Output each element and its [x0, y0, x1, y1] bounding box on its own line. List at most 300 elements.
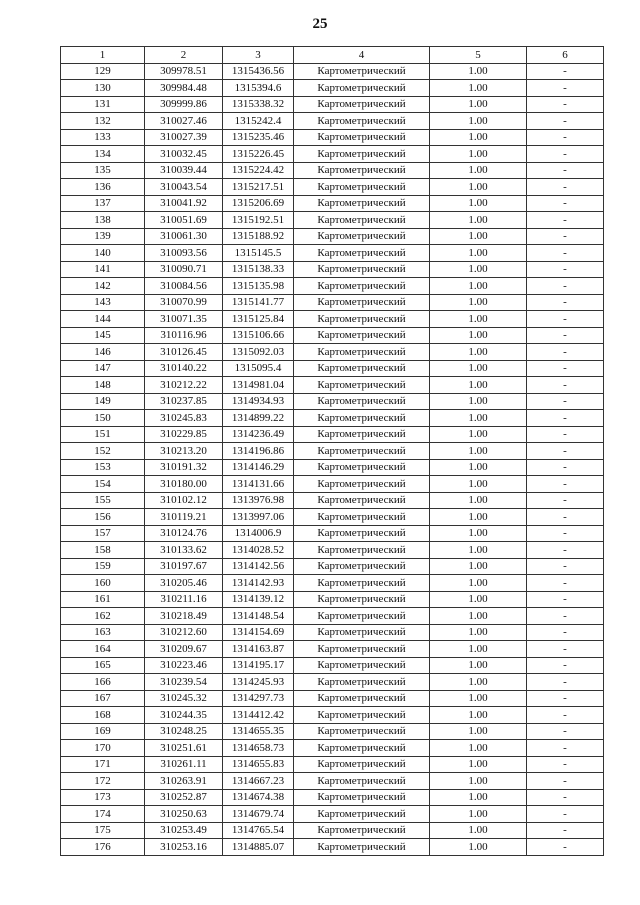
method-cell: Картометрический — [294, 542, 430, 559]
accuracy-cell: 1.00 — [430, 509, 527, 526]
table-row — [61, 393, 604, 410]
y-coordinate-cell: 1315206.69 — [223, 195, 294, 212]
y-coordinate-cell: 1315217.51 — [223, 179, 294, 196]
table-row — [61, 822, 604, 839]
y-coordinate-cell: 1314142.56 — [223, 558, 294, 575]
table-row — [61, 657, 604, 674]
x-coordinate-cell: 310239.54 — [145, 674, 223, 691]
point-number-cell: 141 — [61, 261, 145, 278]
note-cell: - — [527, 162, 604, 179]
accuracy-cell: 1.00 — [430, 377, 527, 394]
note-cell: - — [527, 575, 604, 592]
accuracy-cell: 1.00 — [430, 740, 527, 757]
method-cell: Картометрический — [294, 179, 430, 196]
table-row — [61, 377, 604, 394]
point-number-cell: 155 — [61, 492, 145, 509]
point-number-cell: 148 — [61, 377, 145, 394]
table-row — [61, 690, 604, 707]
column-header-2: 2 — [145, 47, 223, 64]
method-cell: Картометрический — [294, 278, 430, 295]
accuracy-cell: 1.00 — [430, 641, 527, 658]
y-coordinate-cell: 1315226.45 — [223, 146, 294, 163]
note-cell: - — [527, 146, 604, 163]
y-coordinate-cell: 1314154.69 — [223, 624, 294, 641]
note-cell: - — [527, 657, 604, 674]
y-coordinate-cell: 1313976.98 — [223, 492, 294, 509]
x-coordinate-cell: 310061.30 — [145, 228, 223, 245]
x-coordinate-cell: 310043.54 — [145, 179, 223, 196]
note-cell: - — [527, 360, 604, 377]
note-cell: - — [527, 756, 604, 773]
note-cell: - — [527, 624, 604, 641]
table-row — [61, 509, 604, 526]
coordinates-table — [60, 46, 604, 856]
accuracy-cell: 1.00 — [430, 657, 527, 674]
note-cell: - — [527, 789, 604, 806]
note-cell: - — [527, 509, 604, 526]
x-coordinate-cell: 310027.46 — [145, 113, 223, 130]
method-cell: Картометрический — [294, 723, 430, 740]
point-number-cell: 153 — [61, 459, 145, 476]
y-coordinate-cell: 1315192.51 — [223, 212, 294, 229]
method-cell: Картометрический — [294, 162, 430, 179]
x-coordinate-cell: 310212.22 — [145, 377, 223, 394]
table-row — [61, 80, 604, 97]
y-coordinate-cell: 1314297.73 — [223, 690, 294, 707]
note-cell: - — [527, 63, 604, 80]
accuracy-cell: 1.00 — [430, 459, 527, 476]
x-coordinate-cell: 309984.48 — [145, 80, 223, 97]
accuracy-cell: 1.00 — [430, 261, 527, 278]
note-cell: - — [527, 245, 604, 262]
y-coordinate-cell: 1314934.93 — [223, 393, 294, 410]
column-header-3: 3 — [223, 47, 294, 64]
y-coordinate-cell: 1314139.12 — [223, 591, 294, 608]
y-coordinate-cell: 1314674.38 — [223, 789, 294, 806]
x-coordinate-cell: 310251.61 — [145, 740, 223, 757]
method-cell: Картометрический — [294, 96, 430, 113]
x-coordinate-cell: 310191.32 — [145, 459, 223, 476]
x-coordinate-cell: 310237.85 — [145, 393, 223, 410]
method-cell: Картометрический — [294, 822, 430, 839]
table-row — [61, 641, 604, 658]
y-coordinate-cell: 1314245.93 — [223, 674, 294, 691]
accuracy-cell: 1.00 — [430, 443, 527, 460]
accuracy-cell: 1.00 — [430, 195, 527, 212]
note-cell: - — [527, 839, 604, 856]
x-coordinate-cell: 309978.51 — [145, 63, 223, 80]
method-cell: Картометрический — [294, 261, 430, 278]
point-number-cell: 170 — [61, 740, 145, 757]
accuracy-cell: 1.00 — [430, 63, 527, 80]
table-row — [61, 674, 604, 691]
method-cell: Картометрический — [294, 476, 430, 493]
x-coordinate-cell: 310124.76 — [145, 525, 223, 542]
method-cell: Картометрический — [294, 129, 430, 146]
point-number-cell: 156 — [61, 509, 145, 526]
point-number-cell: 162 — [61, 608, 145, 625]
x-coordinate-cell: 310051.69 — [145, 212, 223, 229]
y-coordinate-cell: 1314195.17 — [223, 657, 294, 674]
x-coordinate-cell: 310218.49 — [145, 608, 223, 625]
x-coordinate-cell: 310180.00 — [145, 476, 223, 493]
accuracy-cell: 1.00 — [430, 162, 527, 179]
table-row — [61, 756, 604, 773]
accuracy-cell: 1.00 — [430, 294, 527, 311]
table-row — [61, 311, 604, 328]
method-cell: Картометрический — [294, 839, 430, 856]
x-coordinate-cell: 309999.86 — [145, 96, 223, 113]
table-row — [61, 806, 604, 823]
method-cell: Картометрический — [294, 624, 430, 641]
method-cell: Картометрический — [294, 459, 430, 476]
note-cell: - — [527, 608, 604, 625]
method-cell: Картометрический — [294, 773, 430, 790]
table-row — [61, 575, 604, 592]
method-cell: Картометрический — [294, 492, 430, 509]
x-coordinate-cell: 310244.35 — [145, 707, 223, 724]
accuracy-cell: 1.00 — [430, 327, 527, 344]
note-cell: - — [527, 740, 604, 757]
method-cell: Картометрический — [294, 443, 430, 460]
point-number-cell: 150 — [61, 410, 145, 427]
accuracy-cell: 1.00 — [430, 96, 527, 113]
y-coordinate-cell: 1314765.54 — [223, 822, 294, 839]
x-coordinate-cell: 310250.63 — [145, 806, 223, 823]
x-coordinate-cell: 310209.67 — [145, 641, 223, 658]
table-row — [61, 278, 604, 295]
x-coordinate-cell: 310261.11 — [145, 756, 223, 773]
accuracy-cell: 1.00 — [430, 476, 527, 493]
accuracy-cell: 1.00 — [430, 542, 527, 559]
table-row — [61, 608, 604, 625]
y-coordinate-cell: 1314885.07 — [223, 839, 294, 856]
method-cell: Картометрический — [294, 63, 430, 80]
x-coordinate-cell: 310212.60 — [145, 624, 223, 641]
point-number-cell: 143 — [61, 294, 145, 311]
method-cell: Картометрический — [294, 707, 430, 724]
note-cell: - — [527, 542, 604, 559]
header-row — [61, 47, 604, 64]
x-coordinate-cell: 310213.20 — [145, 443, 223, 460]
x-coordinate-cell: 310090.71 — [145, 261, 223, 278]
accuracy-cell: 1.00 — [430, 591, 527, 608]
point-number-cell: 176 — [61, 839, 145, 856]
method-cell: Картометрический — [294, 410, 430, 427]
accuracy-cell: 1.00 — [430, 558, 527, 575]
note-cell: - — [527, 278, 604, 295]
y-coordinate-cell: 1314142.93 — [223, 575, 294, 592]
accuracy-cell: 1.00 — [430, 525, 527, 542]
method-cell: Картометрический — [294, 426, 430, 443]
y-coordinate-cell: 1314981.04 — [223, 377, 294, 394]
point-number-cell: 173 — [61, 789, 145, 806]
note-cell: - — [527, 426, 604, 443]
note-cell: - — [527, 476, 604, 493]
method-cell: Картометрический — [294, 212, 430, 229]
method-cell: Картометрический — [294, 740, 430, 757]
accuracy-cell: 1.00 — [430, 278, 527, 295]
table-row — [61, 542, 604, 559]
method-cell: Картометрический — [294, 674, 430, 691]
point-number-cell: 134 — [61, 146, 145, 163]
y-coordinate-cell: 1315188.92 — [223, 228, 294, 245]
method-cell: Картометрический — [294, 641, 430, 658]
method-cell: Картометрический — [294, 806, 430, 823]
table-row — [61, 558, 604, 575]
point-number-cell: 168 — [61, 707, 145, 724]
table-row — [61, 476, 604, 493]
note-cell: - — [527, 822, 604, 839]
point-number-cell: 154 — [61, 476, 145, 493]
point-number-cell: 137 — [61, 195, 145, 212]
accuracy-cell: 1.00 — [430, 360, 527, 377]
note-cell: - — [527, 96, 604, 113]
x-coordinate-cell: 310245.83 — [145, 410, 223, 427]
point-number-cell: 142 — [61, 278, 145, 295]
x-coordinate-cell: 310253.49 — [145, 822, 223, 839]
x-coordinate-cell: 310084.56 — [145, 278, 223, 295]
table-row — [61, 228, 604, 245]
accuracy-cell: 1.00 — [430, 80, 527, 97]
accuracy-cell: 1.00 — [430, 129, 527, 146]
table-row — [61, 410, 604, 427]
note-cell: - — [527, 459, 604, 476]
method-cell: Картометрический — [294, 113, 430, 130]
accuracy-cell: 1.00 — [430, 179, 527, 196]
y-coordinate-cell: 1315436.56 — [223, 63, 294, 80]
point-number-cell: 146 — [61, 344, 145, 361]
accuracy-cell: 1.00 — [430, 839, 527, 856]
y-coordinate-cell: 1314658.73 — [223, 740, 294, 757]
x-coordinate-cell: 310119.21 — [145, 509, 223, 526]
table-row — [61, 327, 604, 344]
point-number-cell: 138 — [61, 212, 145, 229]
note-cell: - — [527, 410, 604, 427]
x-coordinate-cell: 310027.39 — [145, 129, 223, 146]
x-coordinate-cell: 310070.99 — [145, 294, 223, 311]
table-header — [61, 47, 604, 64]
note-cell: - — [527, 558, 604, 575]
accuracy-cell: 1.00 — [430, 674, 527, 691]
table-row — [61, 839, 604, 856]
x-coordinate-cell: 310245.32 — [145, 690, 223, 707]
note-cell: - — [527, 344, 604, 361]
note-cell: - — [527, 212, 604, 229]
note-cell: - — [527, 294, 604, 311]
x-coordinate-cell: 310248.25 — [145, 723, 223, 740]
x-coordinate-cell: 310223.46 — [145, 657, 223, 674]
point-number-cell: 133 — [61, 129, 145, 146]
accuracy-cell: 1.00 — [430, 624, 527, 641]
note-cell: - — [527, 443, 604, 460]
point-number-cell: 144 — [61, 311, 145, 328]
accuracy-cell: 1.00 — [430, 492, 527, 509]
table-row — [61, 773, 604, 790]
point-number-cell: 132 — [61, 113, 145, 130]
x-coordinate-cell: 310039.44 — [145, 162, 223, 179]
table-row — [61, 344, 604, 361]
note-cell: - — [527, 674, 604, 691]
note-cell: - — [527, 261, 604, 278]
y-coordinate-cell: 1314655.35 — [223, 723, 294, 740]
table-row — [61, 146, 604, 163]
y-coordinate-cell: 1315106.66 — [223, 327, 294, 344]
method-cell: Картометрический — [294, 657, 430, 674]
y-coordinate-cell: 1314236.49 — [223, 426, 294, 443]
point-number-cell: 163 — [61, 624, 145, 641]
note-cell: - — [527, 311, 604, 328]
accuracy-cell: 1.00 — [430, 608, 527, 625]
point-number-cell: 152 — [61, 443, 145, 460]
note-cell: - — [527, 327, 604, 344]
method-cell: Картометрический — [294, 344, 430, 361]
method-cell: Картометрический — [294, 360, 430, 377]
y-coordinate-cell: 1315092.03 — [223, 344, 294, 361]
method-cell: Картометрический — [294, 789, 430, 806]
note-cell: - — [527, 773, 604, 790]
note-cell: - — [527, 641, 604, 658]
note-cell: - — [527, 113, 604, 130]
note-cell: - — [527, 80, 604, 97]
accuracy-cell: 1.00 — [430, 212, 527, 229]
point-number-cell: 175 — [61, 822, 145, 839]
note-cell: - — [527, 393, 604, 410]
point-number-cell: 161 — [61, 591, 145, 608]
x-coordinate-cell: 310032.45 — [145, 146, 223, 163]
point-number-cell: 169 — [61, 723, 145, 740]
y-coordinate-cell: 1314006.9 — [223, 525, 294, 542]
accuracy-cell: 1.00 — [430, 707, 527, 724]
method-cell: Картометрический — [294, 311, 430, 328]
accuracy-cell: 1.00 — [430, 245, 527, 262]
method-cell: Картометрический — [294, 377, 430, 394]
table-row — [61, 63, 604, 80]
point-number-cell: 172 — [61, 773, 145, 790]
accuracy-cell: 1.00 — [430, 410, 527, 427]
note-cell: - — [527, 525, 604, 542]
point-number-cell: 165 — [61, 657, 145, 674]
accuracy-cell: 1.00 — [430, 575, 527, 592]
table-row — [61, 96, 604, 113]
point-number-cell: 167 — [61, 690, 145, 707]
y-coordinate-cell: 1313997.06 — [223, 509, 294, 526]
table-row — [61, 212, 604, 229]
table-row — [61, 360, 604, 377]
y-coordinate-cell: 1314412.42 — [223, 707, 294, 724]
x-coordinate-cell: 310197.67 — [145, 558, 223, 575]
method-cell: Картометрический — [294, 690, 430, 707]
column-header-1: 1 — [61, 47, 145, 64]
accuracy-cell: 1.00 — [430, 690, 527, 707]
y-coordinate-cell: 1314899.22 — [223, 410, 294, 427]
method-cell: Картометрический — [294, 146, 430, 163]
table-row — [61, 591, 604, 608]
y-coordinate-cell: 1314196.86 — [223, 443, 294, 460]
y-coordinate-cell: 1314028.52 — [223, 542, 294, 559]
point-number-cell: 135 — [61, 162, 145, 179]
page-number: 25 — [312, 16, 328, 32]
point-number-cell: 131 — [61, 96, 145, 113]
x-coordinate-cell: 310126.45 — [145, 344, 223, 361]
note-cell: - — [527, 707, 604, 724]
y-coordinate-cell: 1315235.46 — [223, 129, 294, 146]
method-cell: Картометрический — [294, 393, 430, 410]
table-row — [61, 459, 604, 476]
accuracy-cell: 1.00 — [430, 311, 527, 328]
table-row — [61, 740, 604, 757]
table-row — [61, 294, 604, 311]
point-number-cell: 166 — [61, 674, 145, 691]
point-number-cell: 136 — [61, 179, 145, 196]
table-row — [61, 113, 604, 130]
column-header-6: 6 — [527, 47, 604, 64]
accuracy-cell: 1.00 — [430, 113, 527, 130]
column-header-4: 4 — [294, 47, 430, 64]
y-coordinate-cell: 1314655.83 — [223, 756, 294, 773]
point-number-cell: 147 — [61, 360, 145, 377]
accuracy-cell: 1.00 — [430, 426, 527, 443]
accuracy-cell: 1.00 — [430, 789, 527, 806]
table-row — [61, 195, 604, 212]
y-coordinate-cell: 1315242.4 — [223, 113, 294, 130]
x-coordinate-cell: 310252.87 — [145, 789, 223, 806]
note-cell: - — [527, 129, 604, 146]
x-coordinate-cell: 310102.12 — [145, 492, 223, 509]
note-cell: - — [527, 179, 604, 196]
accuracy-cell: 1.00 — [430, 773, 527, 790]
method-cell: Картометрический — [294, 195, 430, 212]
x-coordinate-cell: 310140.22 — [145, 360, 223, 377]
point-number-cell: 158 — [61, 542, 145, 559]
y-coordinate-cell: 1315135.98 — [223, 278, 294, 295]
table-body — [61, 63, 604, 855]
point-number-cell: 151 — [61, 426, 145, 443]
point-number-cell: 171 — [61, 756, 145, 773]
table-row — [61, 707, 604, 724]
method-cell: Картометрический — [294, 327, 430, 344]
method-cell: Картометрический — [294, 756, 430, 773]
x-coordinate-cell: 310041.92 — [145, 195, 223, 212]
y-coordinate-cell: 1314163.87 — [223, 641, 294, 658]
method-cell: Картометрический — [294, 558, 430, 575]
table-row — [61, 492, 604, 509]
point-number-cell: 157 — [61, 525, 145, 542]
table-row — [61, 624, 604, 641]
x-coordinate-cell: 310253.16 — [145, 839, 223, 856]
point-number-cell: 139 — [61, 228, 145, 245]
point-number-cell: 140 — [61, 245, 145, 262]
note-cell: - — [527, 492, 604, 509]
accuracy-cell: 1.00 — [430, 228, 527, 245]
method-cell: Картометрический — [294, 228, 430, 245]
y-coordinate-cell: 1315145.5 — [223, 245, 294, 262]
note-cell: - — [527, 690, 604, 707]
y-coordinate-cell: 1314667.23 — [223, 773, 294, 790]
table-row — [61, 723, 604, 740]
x-coordinate-cell: 310116.96 — [145, 327, 223, 344]
point-number-cell: 129 — [61, 63, 145, 80]
accuracy-cell: 1.00 — [430, 146, 527, 163]
y-coordinate-cell: 1315338.32 — [223, 96, 294, 113]
method-cell: Картометрический — [294, 575, 430, 592]
accuracy-cell: 1.00 — [430, 723, 527, 740]
table-row — [61, 525, 604, 542]
table-row — [61, 443, 604, 460]
method-cell: Картометрический — [294, 80, 430, 97]
table-row — [61, 261, 604, 278]
point-number-cell: 159 — [61, 558, 145, 575]
